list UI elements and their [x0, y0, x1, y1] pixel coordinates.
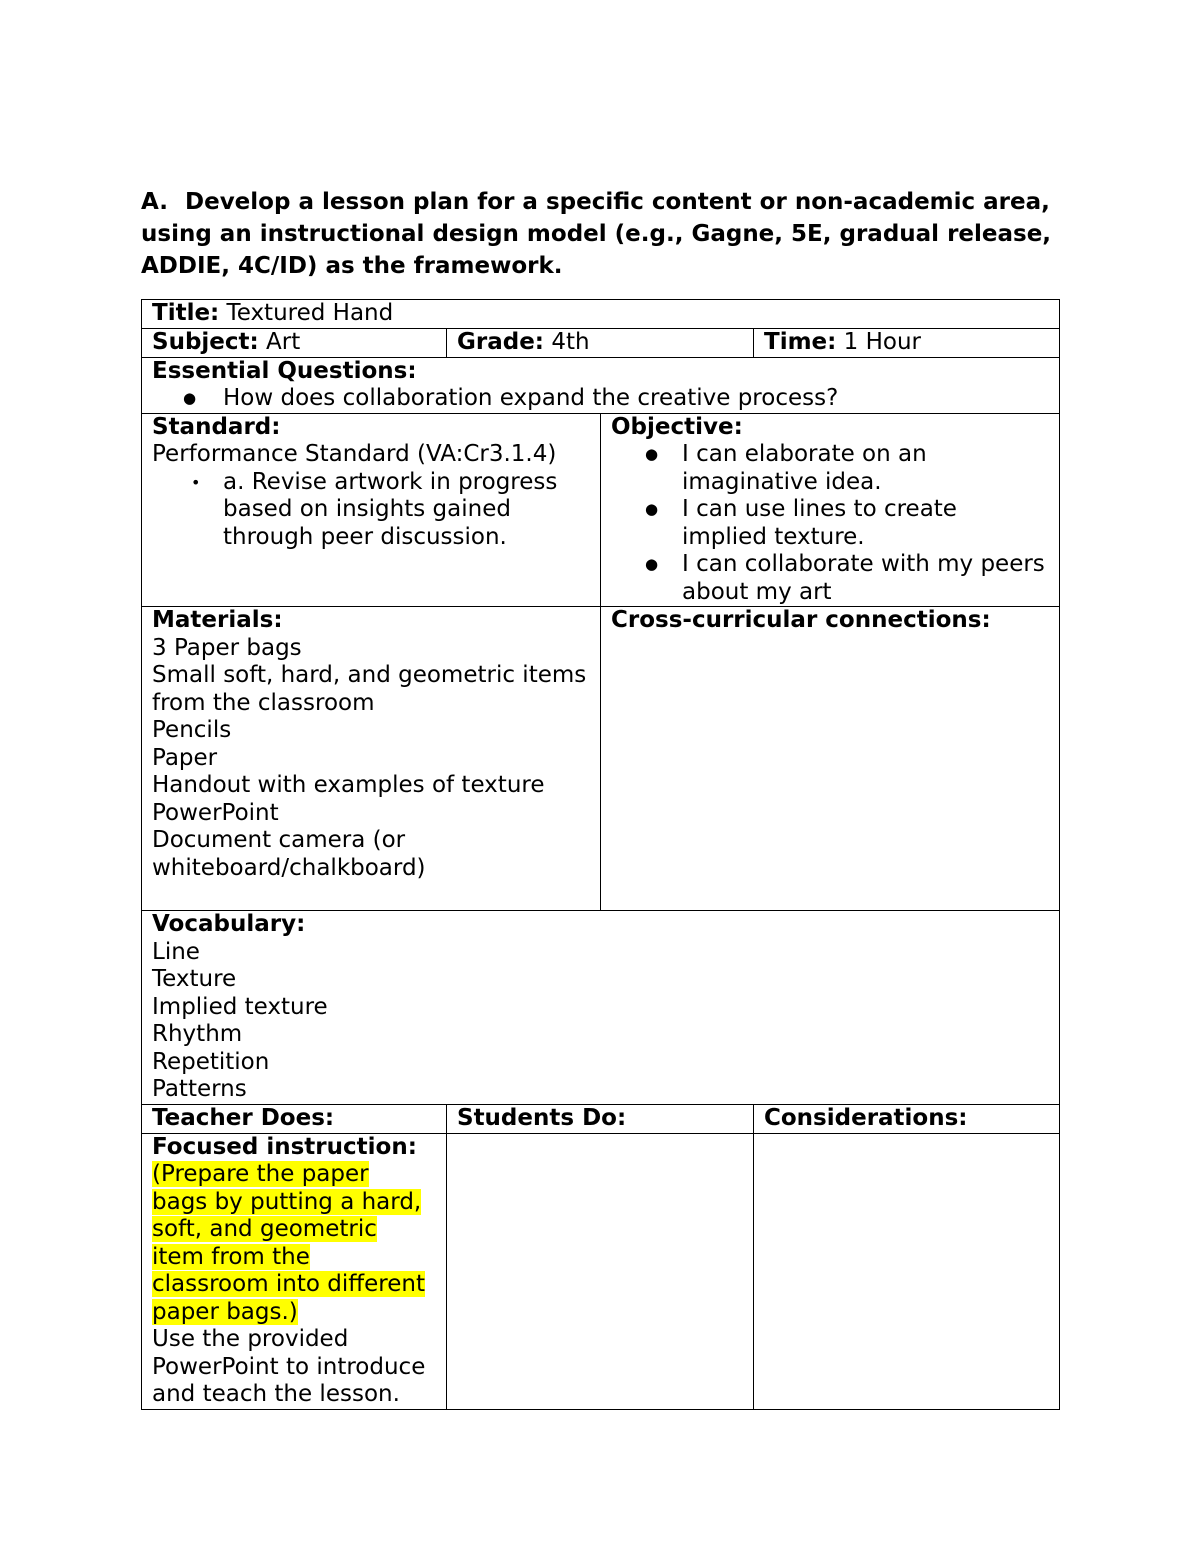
- considerations-header: Considerations:: [754, 1104, 1060, 1133]
- essential-row: [142, 357, 1060, 413]
- essential-item: ● How does collaboration expand the creative process?: [152, 385, 1049, 413]
- materials-item: Document camera (or whiteboard/chalkboard): [152, 827, 426, 881]
- teacher-does-cell: [142, 1133, 447, 1409]
- materials-item: Pencils: [152, 717, 232, 743]
- materials-item: Paper: [152, 744, 218, 771]
- instruction-row: [142, 1133, 1060, 1409]
- objective-item: ● I can use lines to create implied texture.: [611, 496, 1049, 551]
- column-header-row: [142, 1104, 1060, 1133]
- materials-row: [142, 607, 1060, 911]
- objective-list: [611, 441, 1049, 606]
- materials-label: Materials:: [152, 607, 283, 633]
- highlighted-line: item from the: [152, 1243, 310, 1270]
- considerations-cell: [754, 1133, 1060, 1409]
- students-do-header: Students Do:: [447, 1104, 754, 1133]
- materials-item: 3 Paper bags: [152, 634, 302, 661]
- vocabulary-item: Rhythm: [152, 1021, 243, 1047]
- objective-cell: [601, 413, 1060, 607]
- standard-item: • a. Revise artwork in progress based on insights gained through peer discussion.: [152, 469, 590, 552]
- materials-cell: [142, 607, 601, 911]
- vocabulary-row: [142, 911, 1060, 1105]
- title-row: [142, 300, 1060, 329]
- grade-cell: [447, 328, 754, 357]
- essential-cell: [142, 357, 1060, 413]
- standard-objective-row: [142, 413, 1060, 607]
- materials-item: Handout with examples of texture: [152, 772, 545, 798]
- objective-label: Objective:: [611, 413, 743, 440]
- meta-row: [142, 328, 1060, 357]
- highlighted-line: soft, and geometric: [152, 1216, 377, 1242]
- time-value: 1 Hour: [836, 328, 921, 355]
- subject-cell: [142, 328, 447, 357]
- vocabulary-item: Patterns: [152, 1076, 247, 1102]
- heading-text: Develop a lesson plan for a specific content or non-academic area, using an instructional design model (e.g., Gagne, 5E, gradual release, ADDIE, 4C/ID) as the framework.: [141, 189, 1052, 279]
- objective-item: ● I can collaborate with my peers about my art: [611, 551, 1049, 606]
- highlighted-line: bags by putting a hard,: [152, 1188, 422, 1215]
- highlighted-line: paper bags.): [152, 1298, 298, 1325]
- subject-label: Subject:: [152, 328, 259, 355]
- title-value: Textured Hand: [219, 300, 394, 326]
- title-cell: [142, 300, 1060, 329]
- students-do-cell: [447, 1133, 754, 1409]
- vocabulary-label: Vocabulary:: [152, 911, 306, 937]
- standard-label: Standard:: [152, 413, 281, 440]
- vocabulary-item: Implied texture: [152, 993, 328, 1020]
- highlighted-line: (Prepare the paper: [152, 1161, 369, 1187]
- focused-instruction-text: Use the provided PowerPoint to introduce and teach the lesson.: [152, 1326, 426, 1407]
- focused-instruction-label: Focused instruction:: [152, 1133, 417, 1160]
- standard-text: Performance Standard (VA:Cr3.1.4): [152, 441, 557, 467]
- vocabulary-item: Repetition: [152, 1048, 270, 1075]
- essential-list: [152, 385, 1049, 413]
- vocabulary-item: Texture: [152, 966, 237, 992]
- title-label: Title:: [152, 300, 220, 326]
- teacher-does-header: Teacher Does:: [142, 1104, 447, 1133]
- time-label: Time:: [764, 328, 837, 355]
- standard-list: [152, 469, 590, 552]
- subject-value: Art: [258, 328, 301, 355]
- vocabulary-cell: [142, 911, 1060, 1105]
- lesson-plan-table: [141, 299, 1060, 1410]
- highlighted-line: classroom into different: [152, 1271, 425, 1297]
- materials-item: Small soft, hard, and geometric items from the classroom: [152, 662, 587, 716]
- materials-item: PowerPoint: [152, 799, 279, 826]
- vocabulary-item: Line: [152, 938, 200, 965]
- objective-item: ● I can elaborate on an imaginative idea.: [611, 441, 1049, 496]
- assignment-heading: [141, 186, 1061, 282]
- cross-curricular-label: Cross-curricular connections:: [611, 607, 991, 633]
- cross-curricular-cell: [601, 607, 1060, 911]
- time-cell: [754, 328, 1060, 357]
- standard-cell: [142, 413, 601, 607]
- grade-value: 4th: [544, 328, 590, 355]
- essential-label: Essential Questions:: [152, 357, 417, 384]
- heading-number: A.: [141, 189, 168, 215]
- grade-label: Grade:: [457, 328, 545, 355]
